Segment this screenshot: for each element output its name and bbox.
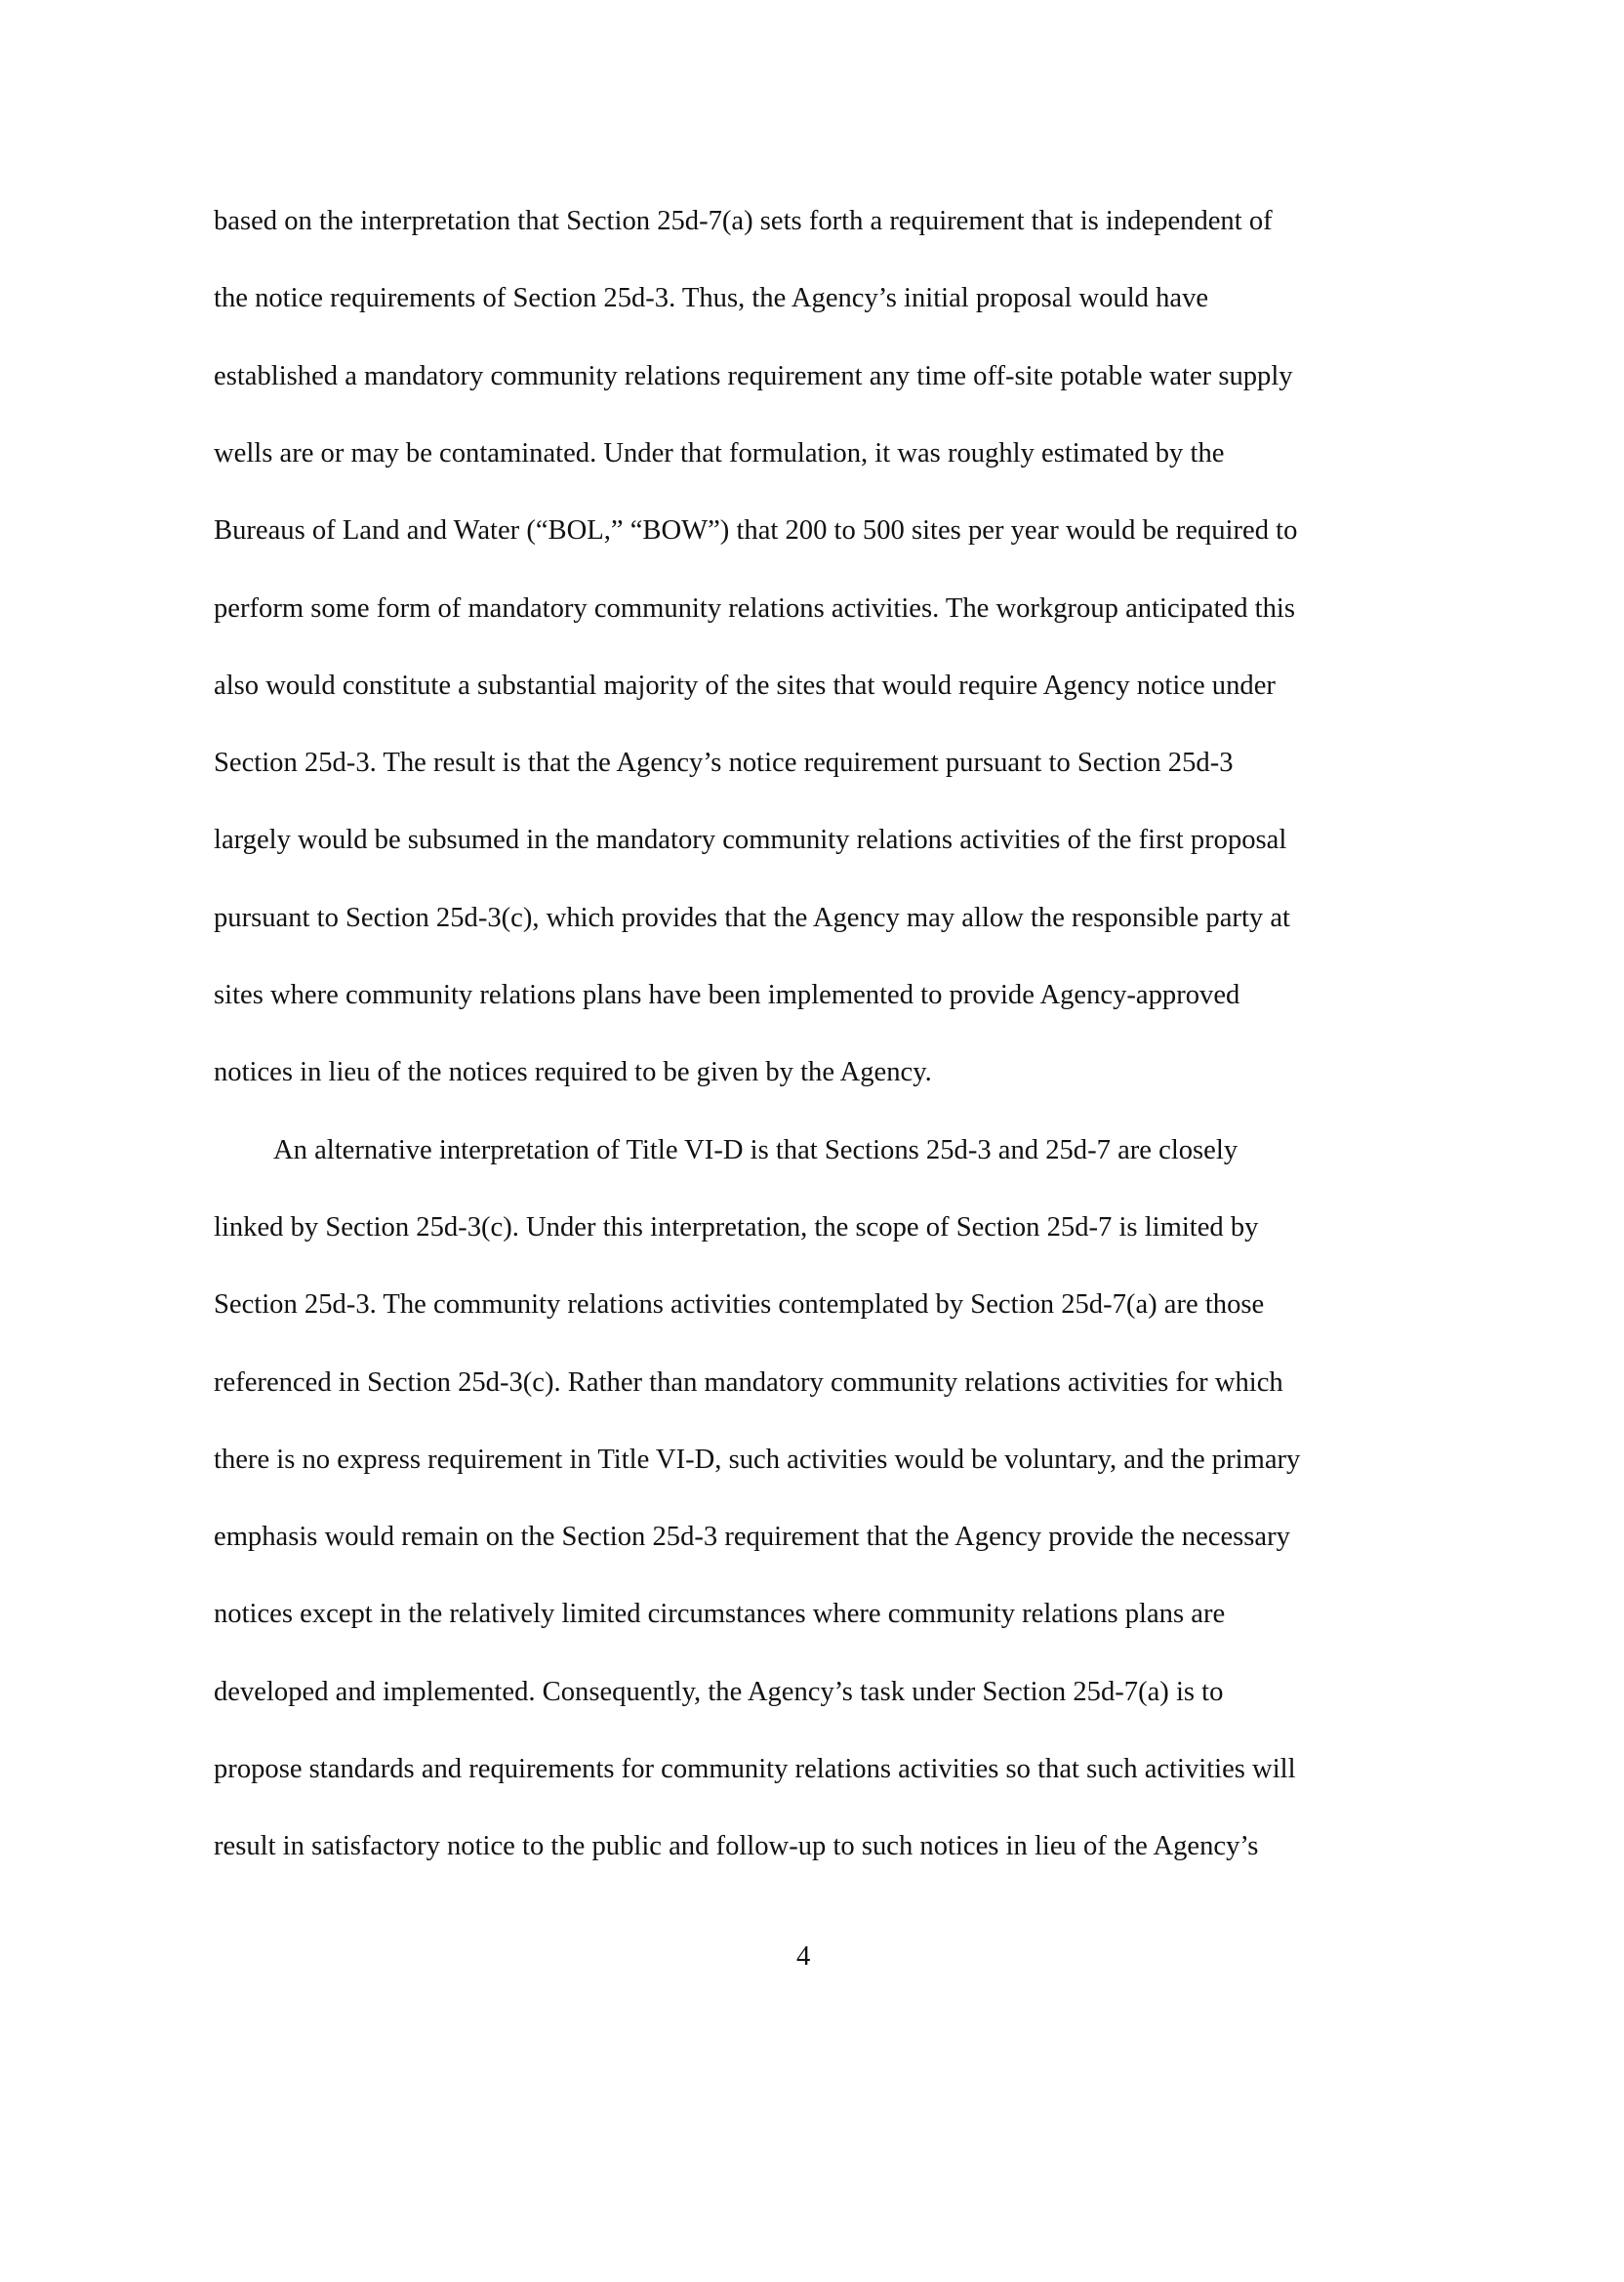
text-line: Section 25d-3. The community relations activities contemplated by Section 25d-7(a) are those: [214, 1289, 1265, 1321]
text-line: Section 25d-3. The result is that the Agency’s notice requirement pursuant to Section 25d-3: [214, 748, 1234, 779]
text-line: result in satisfactory notice to the public and follow-up to such notices in lieu of the Agency’s: [214, 1831, 1259, 1862]
page-number: 4: [796, 1941, 811, 1972]
text-line: linked by Section 25d-3(c). Under this interpretation, the scope of Section 25d-7 is limited by: [214, 1211, 1259, 1243]
text-line: propose standards and requirements for community relations activities so that such activities will: [214, 1754, 1296, 1784]
text-line: developed and implemented. Consequently, the Agency’s task under Section 25d-7(a) is to: [214, 1676, 1224, 1707]
text-line: notices except in the relatively limited circumstances where community relations plans are: [214, 1599, 1226, 1630]
text-line: based on the interpretation that Section 25d-7(a) sets forth a requirement that is independent of: [214, 206, 1273, 236]
text-line: sites where community relations plans have been implemented to provide Agency-approved: [214, 980, 1240, 1010]
text-line: perform some form of mandatory community relations activities. The workgroup anticipated this: [214, 592, 1295, 624]
text-line: referenced in Section 25d-3(c). Rather than mandatory community relations activities for which: [214, 1366, 1283, 1398]
text-line: pursuant to Section 25d-3(c), which provides that the Agency may allow the responsible party at: [214, 902, 1290, 933]
text-line: An alternative interpretation of Title VI-D is that Sections 25d-3 and 25d-7 are closely: [273, 1134, 1238, 1165]
text-line: Bureaus of Land and Water (“BOL,” “BOW”) that 200 to 500 sites per year would be required to: [214, 515, 1298, 547]
text-line: largely would be subsumed in the mandatory community relations activities of the first proposal: [214, 825, 1287, 856]
text-line: also would constitute a substantial majority of the sites that would require Agency notice under: [214, 670, 1276, 701]
text-line: there is no express requirement in Title VI-D, such activities would be voluntary, and the primary: [214, 1444, 1301, 1475]
text-line: wells are or may be contaminated. Under that formulation, it was roughly estimated by the: [214, 437, 1225, 469]
text-line: the notice requirements of Section 25d-3. Thus, the Agency’s initial proposal would have: [214, 283, 1209, 314]
text-line: notices in lieu of the notices required to be given by the Agency.: [214, 1057, 932, 1088]
text-line: emphasis would remain on the Section 25d-3 requirement that the Agency provide the necessary: [214, 1522, 1290, 1553]
text-line: established a mandatory community relations requirement any time off-site potable water supply: [214, 360, 1293, 391]
